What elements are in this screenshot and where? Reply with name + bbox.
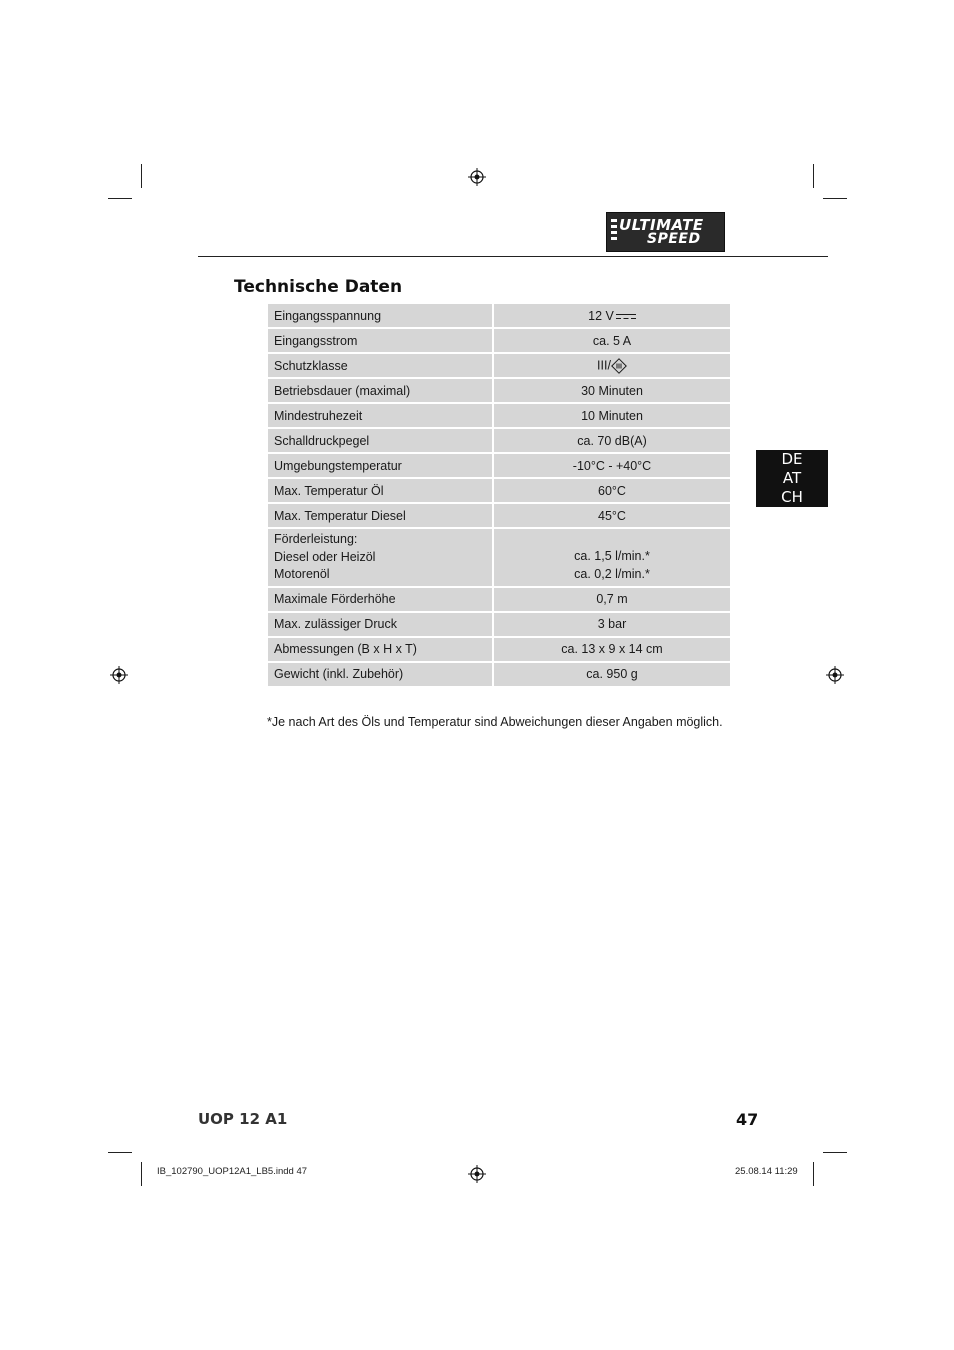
dc-voltage-icon	[616, 313, 636, 320]
spec-value	[494, 304, 730, 327]
spec-label	[268, 304, 492, 327]
crop-mark	[141, 164, 142, 188]
table-row	[268, 504, 730, 527]
spec-label	[268, 429, 492, 452]
spec-value	[494, 479, 730, 502]
spec-value	[494, 429, 730, 452]
table-row	[268, 454, 730, 477]
crop-mark	[108, 198, 132, 199]
spec-label	[268, 663, 492, 686]
spec-label	[268, 404, 492, 427]
spec-label	[268, 379, 492, 402]
spec-label-text: Schalldruckpegel	[274, 433, 370, 448]
spec-value	[494, 663, 730, 686]
spec-value-text: 10 Minuten	[581, 408, 643, 423]
spec-label-line: Förderleistung:	[274, 532, 358, 546]
spec-label	[268, 354, 492, 377]
spec-value	[494, 329, 730, 352]
spec-label	[268, 613, 492, 636]
table-row	[268, 663, 730, 686]
language-tab	[756, 450, 828, 507]
spec-label-text: Mindestruhezeit	[274, 408, 363, 423]
spec-label	[268, 479, 492, 502]
spec-value	[494, 529, 730, 586]
crop-mark	[108, 1152, 132, 1153]
spec-label	[268, 504, 492, 527]
spec-table	[266, 302, 732, 688]
spec-value-text: ca. 5 A	[592, 333, 632, 348]
spec-label	[268, 638, 492, 661]
spec-label-line: Motorenöl	[274, 567, 330, 581]
spec-value-text: 45°C	[598, 508, 626, 523]
table-row	[268, 638, 730, 661]
crop-mark	[823, 1152, 847, 1153]
spec-value-text: 3 bar	[597, 617, 627, 631]
spec-value	[494, 588, 730, 611]
spec-label-text: Eingangsstrom	[274, 333, 358, 348]
print-slug-file: IB_102790_UOP12A1_LB5.indd 47	[157, 1166, 308, 1177]
language-code: CH	[781, 488, 803, 506]
table-row	[268, 379, 730, 402]
spec-label-text: Max. Temperatur Diesel	[274, 508, 406, 523]
crop-mark	[823, 198, 847, 199]
spec-label-text: Max. Temperatur Öl	[274, 483, 384, 498]
spec-value	[494, 354, 730, 377]
spec-value-text: ca. 950 g	[586, 667, 638, 681]
spec-label-text: Maximale Förderhöhe	[274, 592, 396, 606]
spec-label-text: Gewicht (inkl. Zubehör)	[274, 667, 404, 681]
registration-mark-icon	[110, 666, 128, 684]
table-row	[268, 404, 730, 427]
spec-value	[494, 404, 730, 427]
spec-value-line: ca. 1,5 l/min.*	[574, 549, 650, 564]
spec-value-text: ca. 13 x 9 x 14 cm	[561, 642, 663, 656]
spec-label	[268, 454, 492, 477]
logo-stripes-icon	[611, 219, 617, 243]
language-code: AT	[782, 469, 802, 487]
protection-class-iii-icon	[611, 358, 627, 374]
spec-value-text: III/	[597, 357, 611, 372]
spec-label-text: Betriebsdauer (maximal)	[274, 383, 411, 398]
spec-label-text: Abmessungen (B x H x T)	[274, 642, 417, 656]
spec-value	[494, 379, 730, 402]
spec-value-text: 60°C	[598, 483, 626, 498]
table-row	[268, 304, 730, 327]
spec-label-line: Diesel oder Heizöl	[274, 549, 376, 564]
table-row	[268, 329, 730, 352]
spec-value	[494, 638, 730, 661]
table-row	[268, 429, 730, 452]
table-row	[268, 529, 730, 586]
table-row	[268, 354, 730, 377]
crop-mark	[813, 1162, 814, 1186]
crop-mark	[813, 164, 814, 188]
logo-line-2: SPEED	[647, 231, 701, 247]
spec-value-text: ca. 70 dB(A)	[577, 433, 647, 448]
model-number: UOP 12 A1	[198, 1110, 288, 1128]
spec-label-text: Schutzklasse	[274, 358, 348, 373]
spec-value-text: 0,7 m	[596, 592, 628, 606]
registration-mark-icon	[826, 666, 844, 684]
registration-mark-icon	[468, 168, 486, 186]
registration-mark-icon	[468, 1165, 486, 1183]
logo-line-1: ULTIMATE	[619, 216, 704, 234]
crop-mark	[141, 1162, 142, 1186]
spec-label	[268, 588, 492, 611]
ultimate-speed-logo	[606, 212, 725, 252]
spec-label	[268, 529, 492, 586]
spec-label-text: Umgebungstemperatur	[274, 458, 402, 473]
header-rule	[198, 256, 828, 257]
page-number: 47	[736, 1110, 759, 1129]
spec-value-text: -10°C - +40°C	[572, 458, 652, 473]
spec-value-text: 12 V	[588, 308, 614, 323]
spec-value	[494, 454, 730, 477]
spec-value	[494, 504, 730, 527]
language-code: DE	[781, 450, 803, 468]
section-title: Technische Daten	[234, 277, 403, 297]
spec-label	[268, 329, 492, 352]
table-row	[268, 588, 730, 611]
table-row	[268, 479, 730, 502]
spec-value-text: 30 Minuten	[581, 383, 643, 398]
footnote: *Je nach Art des Öls und Temperatur sind Abweichungen dieser Angaben möglich.	[267, 715, 723, 729]
spec-value	[494, 613, 730, 636]
spec-label-text: Max. zulässiger Druck	[274, 617, 397, 631]
spec-value-line: ca. 0,2 l/min.*	[574, 566, 650, 581]
spec-label-text: Eingangsspannung	[274, 308, 382, 323]
table-row	[268, 613, 730, 636]
print-slug-date: 25.08.14 11:29	[735, 1166, 798, 1177]
